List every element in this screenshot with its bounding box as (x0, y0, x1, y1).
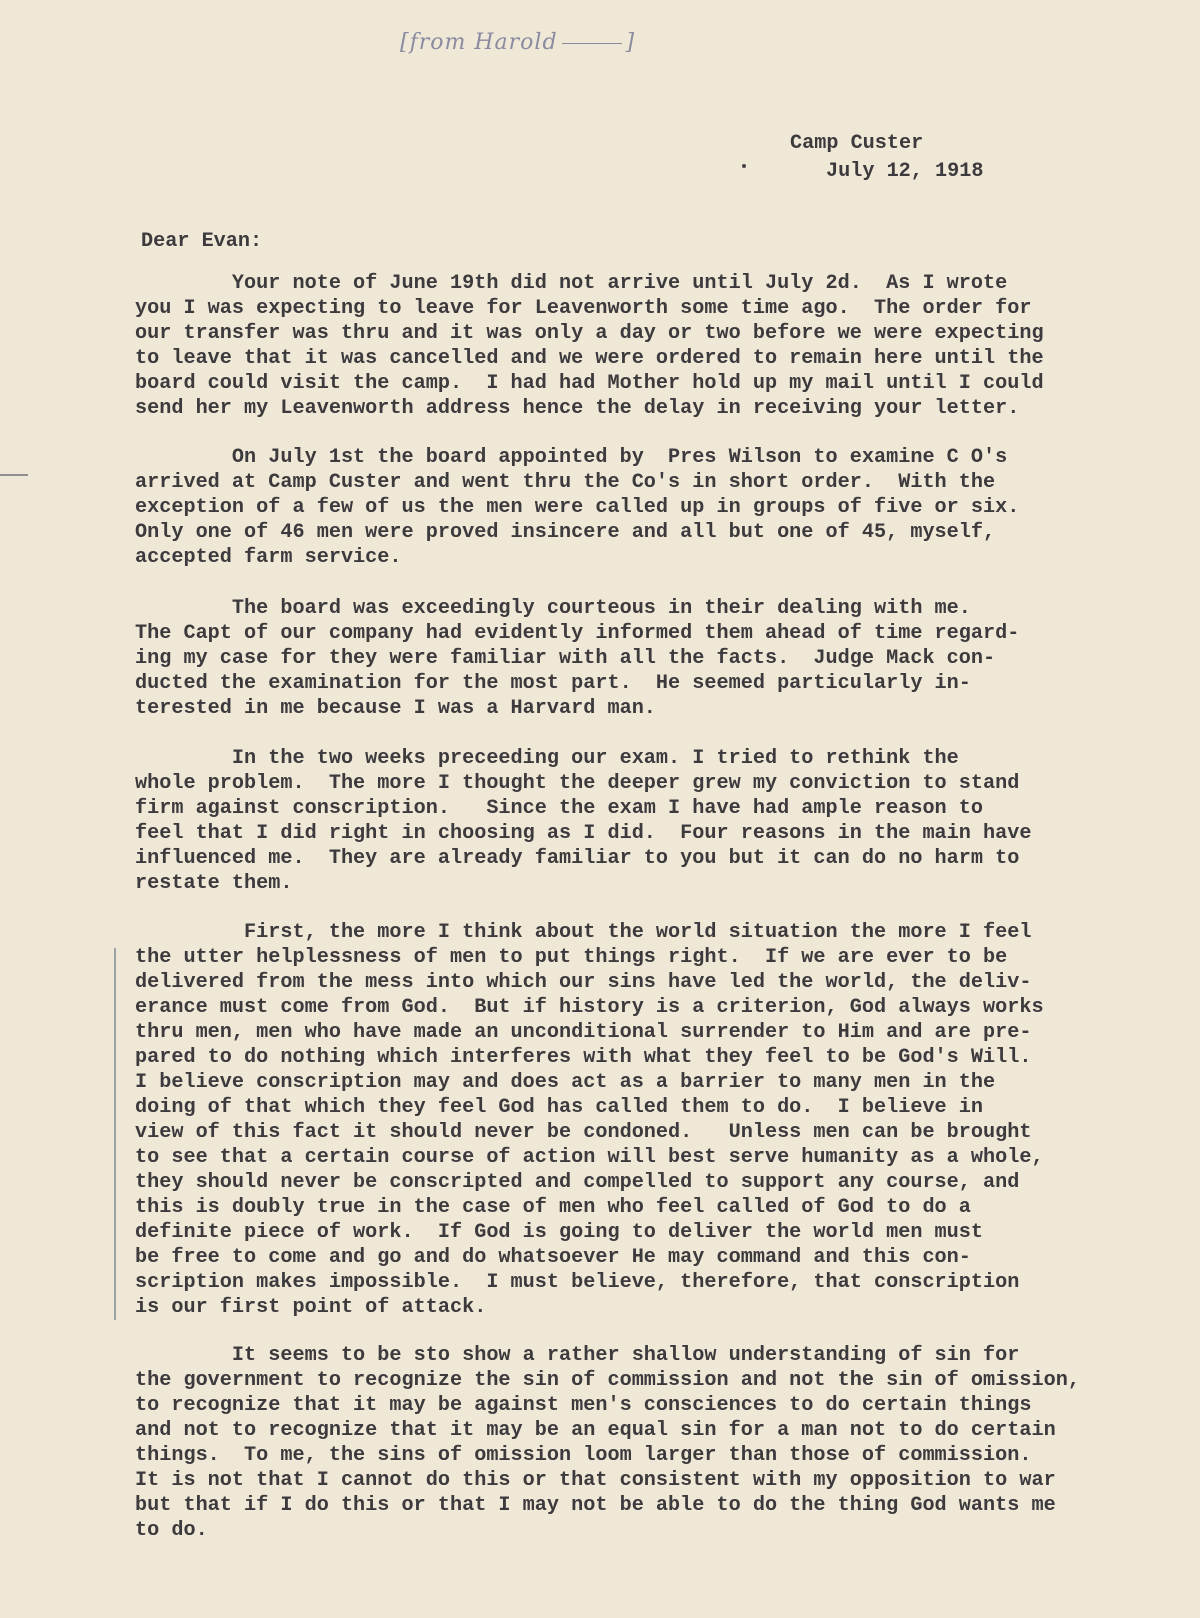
paragraph-1: Your note of June 19th did not arrive until July 2d. As I wrote you I was expecting to leave for Leavenworth some time ago. The order for our transfer was thru and it was only a day or two before we were expecting to leave that it was cancelled and we were ordered to remain here until the board could visit the camp. I had had Mother hold up my mail until I could send her my Leavenworth address hence the delay in receiving your letter. (135, 272, 1044, 420)
paragraph-2: On July 1st the board appointed by Pres Wilson to examine C O's arrived at Camp Custer and went thru the Co's in short order. With the exception of a few of us the men were called up in groups of five or six. Only one of 46 men were proved insincere and all but one of 45, myself, accepted farm service. (135, 446, 1020, 569)
paragraph-4: In the two weeks preceeding our exam. I tried to rethink the whole problem. The more I thought the deeper grew my conviction to stand firm against conscription. Since the exam I have had ample reason to feel that I did right in choosing as I did. Four reasons in the main have influenced me. They are already familiar to you but it can do no harm to restate them. (135, 747, 1032, 895)
paragraph-3: The board was exceedingly courteous in their dealing with me. The Capt of our company had evidently informed them ahead of time regard- ing my case for they were familiar with all the facts. Judge Mack con- ducted the examination for the most part. He seemed particularly in- terested in me because I was a Harvard man. (135, 597, 1020, 720)
letter-heading (790, 130, 984, 186)
annotation-text: [from Harold (400, 30, 558, 55)
heading-date: July 12, 1918 (826, 160, 984, 183)
annotation-blank-line (562, 43, 622, 44)
salutation: Dear Evan: (141, 230, 263, 253)
ink-dot (742, 164, 746, 168)
paragraph-6: It seems to be sto show a rather shallow understanding of sin for the government to recognize the sin of commission and not the sin of omission, to recognize that it may be against men's consciences to do certain things and not to recognize that it may be an equal sin for a man not to do certain things. To me, the sins of omission loom larger than those of commission. It is not that I cannot do this or that consistent with my opposition to war but that if I do this or that I may not be able to do the thing God wants me to do. (135, 1344, 1080, 1542)
heading-place: Camp Custer (790, 132, 924, 155)
handwritten-annotation (400, 30, 635, 55)
edge-mark (0, 474, 28, 476)
annotation-bracket: ] (625, 30, 636, 55)
paragraph-5: First, the more I think about the world situation the more I feel the utter helplessness of men to put things right. If we are ever to be delivered from the mess into which our sins have led the world, the deliv- erance must come from God. But if history is a criterion, God always works thru men, men who have made an unconditional surrender to Him and are pre- pared to do nothing which interferes with what they feel to be God's Will. I believe conscription may and does act as a barrier to many men in the doing of that which they feel God has called them to do. I believe in view of this fact it should never be condoned. Unless men can be brought to see that a certain course of action will best serve humanity as a whole, they should never be conscripted and compelled to support any course, and this is doubly true in the case of men who feel called of God to do a definite piece of work. If God is going to deliver the world men must be free to come and go and do whatsoever He may command and this con- scription makes impossible. I must believe, therefore, that conscription is our first point of attack. (135, 921, 1044, 1319)
margin-pencil-line (114, 948, 116, 1320)
